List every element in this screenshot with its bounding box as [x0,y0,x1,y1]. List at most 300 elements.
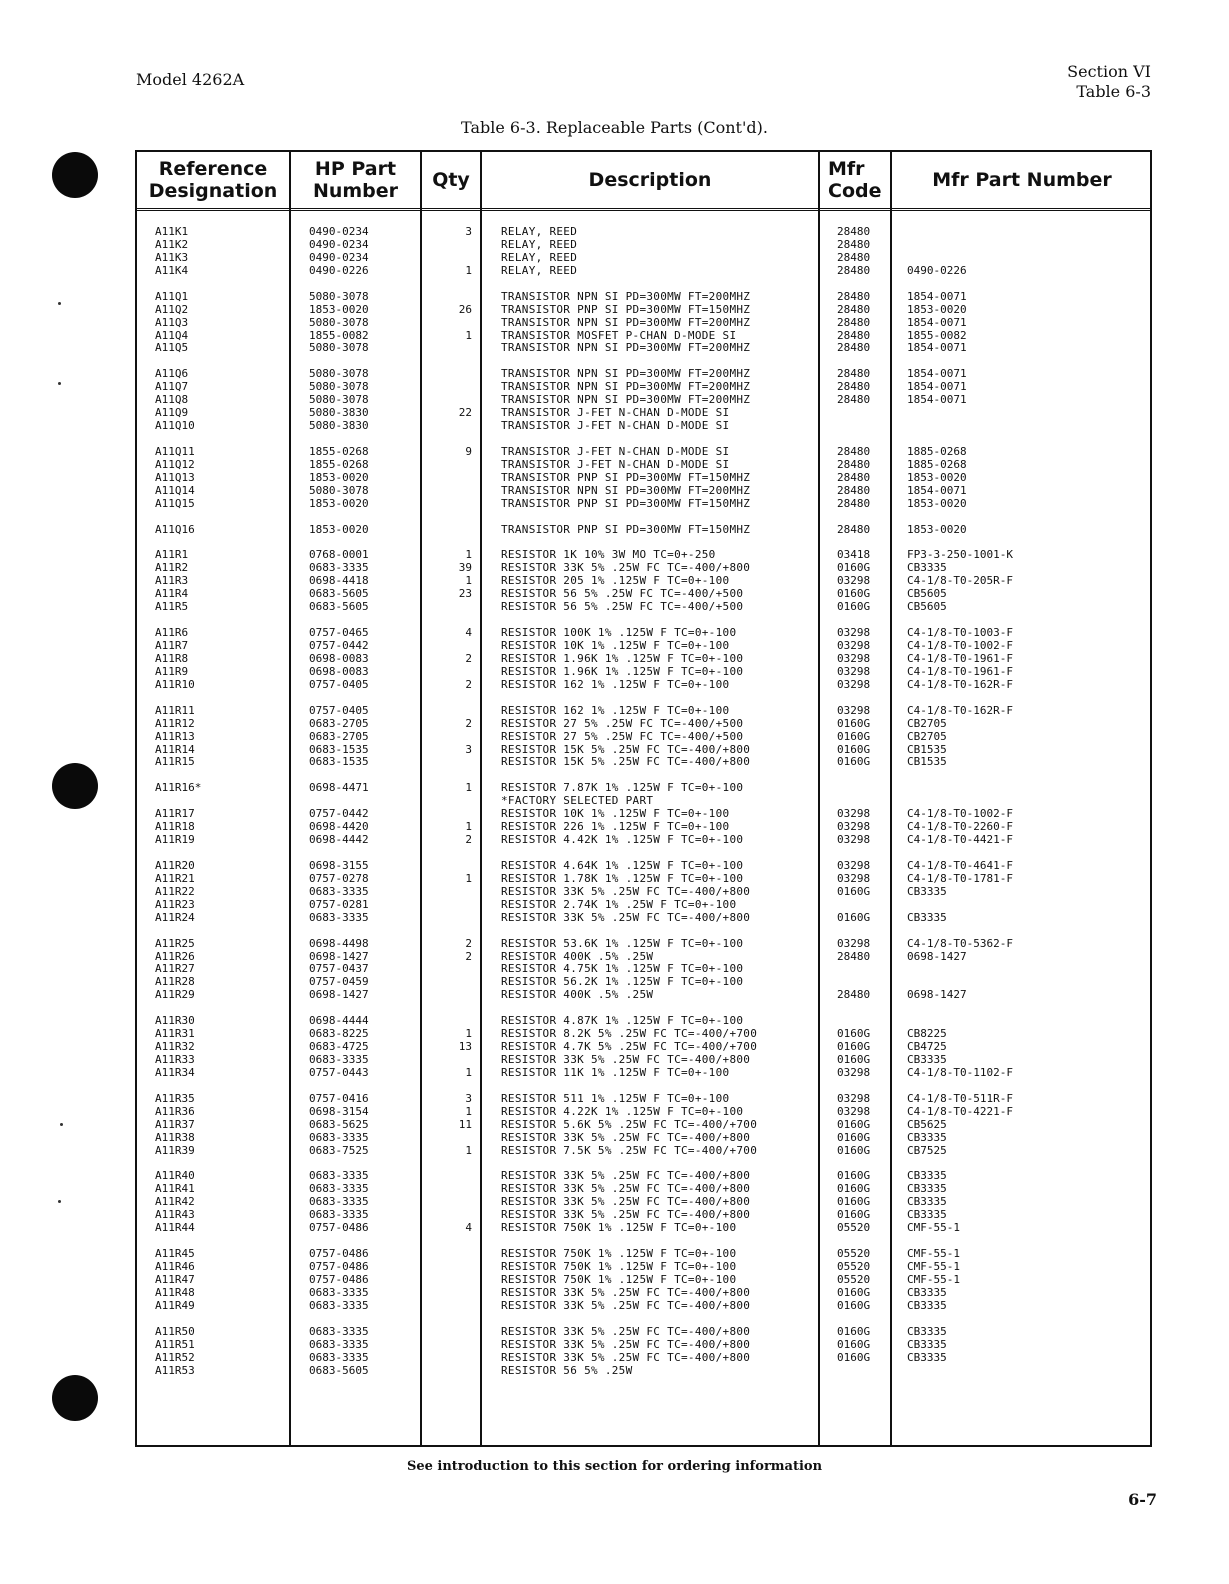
mfr-part-number-cell: CB4725 [907,1040,947,1054]
table-row [137,794,1150,807]
mfr-code-cell: 28480 [837,949,871,963]
scan-speck [58,382,61,385]
reference-designation-cell: A11Q13 [155,470,195,484]
mfr-part-number-cell: C4-1/8-T0-1961-F [907,664,1013,678]
reference-designation-cell: A11R46 [155,1260,195,1273]
row-spacer [137,768,1150,781]
mfr-code-cell: 0160G [837,1285,871,1299]
quantity-cell: 1 [465,1065,472,1079]
table-row [137,1299,1150,1312]
hp-part-number-cell: 0757-0281 [309,897,369,911]
reference-designation-cell: A11Q4 [155,328,189,342]
mfr-code-cell: 0160G [837,1143,871,1157]
hp-part-number-cell: 5080-3078 [309,341,369,355]
table-row [137,988,1150,1001]
reference-designation-cell: A11K1 [155,225,189,238]
description-cell: RESISTOR 162 1% .125W F TC=0+-100 [501,703,730,717]
table-row [137,329,1150,342]
table-row [137,1195,1150,1208]
hp-part-number-cell: 0683-5625 [309,1117,369,1131]
mfr-code-cell: 03298 [837,871,871,885]
table-row [137,820,1150,833]
row-spacer [137,432,1150,445]
mfr-part-number-cell: 1855-0082 [907,328,967,342]
mfr-part-number-cell: CB2705 [907,729,947,743]
scan-speck [60,1123,63,1126]
description-cell: RESISTOR 400K .5% .25W [501,949,654,963]
table-row [137,743,1150,756]
table-row [137,781,1150,794]
description-cell: RESISTOR 56 5% .25W FC TC=-400/+500 [501,600,744,614]
quantity-cell: 1 [465,1027,472,1041]
mfr-code-cell: 28480 [837,250,871,264]
mfr-code-cell: 03298 [837,651,871,665]
table-row [137,497,1150,510]
quantity-cell: 2 [465,936,472,950]
quantity-cell: 1 [465,820,472,834]
description-cell: RESISTOR 33K 5% .25W FC TC=-400/+800 [501,561,751,575]
mfr-code-cell: 05520 [837,1260,871,1273]
mfr-part-number-cell: CB3335 [907,1169,947,1183]
hp-part-number-cell: 1855-0268 [309,444,369,458]
table-body [137,225,1150,1376]
hp-part-number-cell: 0683-1535 [309,742,369,756]
mfr-part-number-cell: C4-1/8-T0-162R-F [907,703,1013,717]
mfr-part-number-cell: C4-1/8-T0-1961-F [907,651,1013,665]
reference-designation-cell: A11R35 [155,1091,195,1105]
description-cell: RESISTOR 511 1% .125W F TC=0+-100 [501,1091,730,1105]
hp-part-number-cell: 0698-4498 [309,936,369,950]
table-row [137,678,1150,691]
hp-part-number-cell: 0490-0234 [309,250,369,264]
mfr-code-cell: 03298 [837,936,871,950]
mfr-part-number-cell: CB3335 [907,1337,947,1351]
row-spacer [137,1001,1150,1014]
mfr-part-number-cell: 1854-0071 [907,367,967,381]
table-row [137,523,1150,536]
table-row [137,1325,1150,1338]
quantity-cell: 3 [465,225,472,238]
quantity-cell: 2 [465,677,472,691]
hp-part-number-cell: 1853-0020 [309,496,369,510]
quantity-cell: 13 [458,1040,472,1054]
description-cell: RESISTOR 2.74K 1% .25W F TC=0+-100 [501,897,737,911]
mfr-code-cell: 03298 [837,703,871,717]
hp-part-number-cell: 0757-0442 [309,639,369,652]
reference-designation-cell: A11R45 [155,1247,195,1261]
table-row [137,885,1150,898]
mfr-code-cell: 28480 [837,444,871,458]
description-cell: RESISTOR 10K 1% .125W F TC=0+-100 [501,807,730,821]
reference-designation-cell: A11R17 [155,807,195,821]
mfr-code-cell: 0160G [837,1208,871,1222]
table-row [137,471,1150,484]
description-cell: RESISTOR 4.64K 1% .125W F TC=0+-100 [501,858,744,872]
hp-part-number-cell: 0698-0083 [309,651,369,665]
row-spacer [137,1234,1150,1247]
hp-part-number-cell: 0683-3335 [309,1169,369,1183]
header-mfr-code: Mfr Code [828,158,882,202]
table-row [137,898,1150,911]
mfr-code-cell: 03418 [837,548,871,562]
mfr-code-cell: 28480 [837,457,871,471]
quantity-cell: 1 [465,871,472,885]
description-cell: RESISTOR 33K 5% .25W FC TC=-400/+800 [501,1350,751,1364]
hp-part-number-cell: 0683-5605 [309,587,369,601]
hp-part-number-cell: 0757-0465 [309,626,369,640]
hp-part-number-cell: 0683-4725 [309,1040,369,1054]
hp-part-number-cell: 0683-2705 [309,716,369,730]
table-row [137,962,1150,975]
reference-designation-cell: A11Q12 [155,457,195,471]
quantity-cell: 11 [458,1117,472,1131]
mfr-code-cell: 28480 [837,470,871,484]
table-row [137,639,1150,652]
quantity-cell: 2 [465,949,472,963]
table-row [137,1273,1150,1286]
table-row [137,859,1150,872]
description-cell: RELAY, REED [501,225,578,238]
description-cell: RESISTOR 400K .5% .25W [501,988,654,1002]
mfr-code-cell: 0160G [837,1324,871,1338]
hp-part-number-cell: 5080-3830 [309,406,369,420]
mfr-code-cell: 0160G [837,561,871,575]
hp-part-number-cell: 0698-0083 [309,664,369,678]
hp-part-number-cell: 0757-0405 [309,677,369,691]
reference-designation-cell: A11R22 [155,884,195,898]
table-row [137,755,1150,768]
mfr-part-number-cell: CB3335 [907,1285,947,1299]
reference-designation-cell: A11Q1 [155,289,189,303]
description-cell: RESISTOR 56 5% .25W FC TC=-400/+500 [501,587,744,601]
hp-part-number-cell: 5080-3830 [309,419,369,433]
reference-designation-cell: A11R50 [155,1324,195,1338]
hp-part-number-cell: 0757-0405 [309,703,369,717]
mfr-part-number-cell: CB5605 [907,600,947,614]
description-cell: RESISTOR 56.2K 1% .125W F TC=0+-100 [501,975,744,989]
section-label: Section VI [1067,62,1151,81]
hp-part-number-cell: 0698-4442 [309,833,369,847]
reference-designation-cell: A11R33 [155,1053,195,1066]
reference-designation-cell: A11R28 [155,975,195,989]
table-row [137,1027,1150,1040]
mfr-code-cell: 28480 [837,496,871,510]
mfr-part-number-cell: 1854-0071 [907,315,967,329]
header-description: Description [588,169,712,191]
mfr-part-number-cell: C4-1/8-T0-4421-F [907,833,1013,847]
hp-part-number-cell: 0757-0486 [309,1221,369,1235]
binder-hole [52,1375,98,1421]
mfr-code-cell: 03298 [837,833,871,847]
mfr-code-cell: 28480 [837,289,871,303]
reference-designation-cell: A11R52 [155,1350,195,1364]
binder-hole [52,763,98,809]
hp-part-number-cell: 0757-0437 [309,962,369,976]
mfr-part-number-cell: C4-1/8-T0-1003-F [907,626,1013,640]
table-row [137,1092,1150,1105]
table-row [137,316,1150,329]
description-cell: RESISTOR 15K 5% .25W FC TC=-400/+800 [501,742,751,756]
mfr-code-cell: 28480 [837,225,871,238]
reference-designation-cell: A11R30 [155,1014,195,1028]
hp-part-number-cell: 0757-0442 [309,807,369,821]
quantity-cell: 1 [465,548,472,562]
hp-part-number-cell: 0683-3335 [309,1350,369,1364]
mfr-code-cell: 28480 [837,263,871,277]
reference-designation-cell: A11R31 [155,1027,195,1041]
mfr-part-number-cell: CB3335 [907,884,947,898]
reference-designation-cell: A11R53 [155,1363,195,1377]
hp-part-number-cell: 0683-3335 [309,1285,369,1299]
row-spacer [137,510,1150,523]
description-cell: *FACTORY SELECTED PART [501,794,654,808]
table-row [137,1247,1150,1260]
hp-part-number-cell: 0683-3335 [309,1182,369,1196]
description-cell: RESISTOR 27 5% .25W FC TC=-400/+500 [501,729,744,743]
reference-designation-cell: A11Q5 [155,341,189,355]
reference-designation-cell: A11R47 [155,1272,195,1286]
mfr-part-number-cell: C4-1/8-T0-5362-F [907,936,1013,950]
description-cell: RESISTOR 11K 1% .125W F TC=0+-100 [501,1065,730,1079]
mfr-part-number-cell: 1885-0268 [907,444,967,458]
mfr-code-cell: 28480 [837,367,871,381]
reference-designation-cell: A11K2 [155,237,189,251]
mfr-part-number-cell: CB3335 [907,561,947,575]
row-spacer [137,613,1150,626]
table-row [137,730,1150,743]
row-spacer [137,924,1150,937]
reference-designation-cell: A11R24 [155,910,195,924]
mfr-code-cell: 03298 [837,820,871,834]
table-row [137,1208,1150,1221]
header-hp-part-number: HP Part Number [312,158,399,202]
reference-designation-cell: A11R25 [155,936,195,950]
row-spacer [137,1079,1150,1092]
description-cell: RESISTOR 33K 5% .25W FC TC=-400/+800 [501,1130,751,1144]
description-cell: RESISTOR 5.6K 5% .25W FC TC=-400/+700 [501,1117,758,1131]
hp-part-number-cell: 0698-4444 [309,1014,369,1028]
table-header [137,152,1150,211]
description-cell: TRANSISTOR NPN SI PD=300MW FT=200MHZ [501,289,751,303]
reference-designation-cell: A11R36 [155,1104,195,1118]
description-cell: RESISTOR 226 1% .125W F TC=0+-100 [501,820,730,834]
description-cell: RESISTOR 33K 5% .25W FC TC=-400/+800 [501,1208,751,1222]
mfr-code-cell: 0160G [837,742,871,756]
mfr-code-cell: 28480 [837,341,871,355]
mfr-part-number-cell: CB5605 [907,587,947,601]
mfr-part-number-cell: C4-1/8-T0-1002-F [907,639,1013,652]
hp-part-number-cell: 0757-0486 [309,1260,369,1273]
mfr-code-cell: 0160G [837,729,871,743]
mfr-part-number-cell: 1885-0268 [907,457,967,471]
hp-part-number-cell: 0683-3335 [309,910,369,924]
hp-part-number-cell: 5080-3078 [309,367,369,381]
mfr-code-cell: 03298 [837,1065,871,1079]
description-cell: TRANSISTOR J-FET N-CHAN D-MODE SI [501,444,730,458]
table-row [137,975,1150,988]
hp-part-number-cell: 1855-0082 [309,328,369,342]
mfr-part-number-cell: C4-1/8-T0-4641-F [907,858,1013,872]
hp-part-number-cell: 5080-3078 [309,315,369,329]
quantity-cell: 1 [465,1104,472,1118]
description-cell: RESISTOR 1.96K 1% .125W F TC=0+-100 [501,664,744,678]
reference-designation-cell: A11R34 [155,1065,195,1079]
reference-designation-cell: A11Q9 [155,406,189,420]
mfr-part-number-cell: CMF-55-1 [907,1221,960,1235]
table-row [137,1182,1150,1195]
quantity-cell: 22 [458,406,472,420]
mfr-part-number-cell: 1854-0071 [907,483,967,497]
mfr-part-number-cell: CMF-55-1 [907,1247,960,1261]
mfr-part-number-cell: C4-1/8-T0-2260-F [907,820,1013,834]
quantity-cell: 4 [465,1221,472,1235]
reference-designation-cell: A11Q6 [155,367,189,381]
mfr-code-cell: 0160G [837,587,871,601]
table-row [137,341,1150,354]
reference-designation-cell: A11R48 [155,1285,195,1299]
hp-part-number-cell: 5080-3078 [309,289,369,303]
row-spacer [137,1157,1150,1170]
description-cell: RESISTOR 4.22K 1% .125W F TC=0+-100 [501,1104,744,1118]
description-cell: TRANSISTOR PNP SI PD=300MW FT=150MHZ [501,302,751,316]
hp-part-number-cell: 0698-4418 [309,574,369,588]
ordering-note: See introduction to this section for ordering information [406,1459,823,1474]
reference-designation-cell: A11Q14 [155,483,195,497]
quantity-cell: 1 [465,263,472,277]
description-cell: RESISTOR 53.6K 1% .125W F TC=0+-100 [501,936,744,950]
description-cell: RELAY, REED [501,263,578,277]
hp-part-number-cell: 1853-0020 [309,470,369,484]
hp-part-number-cell: 1853-0020 [309,522,369,536]
mfr-part-number-cell: CB3335 [907,1195,947,1209]
quantity-cell: 3 [465,1091,472,1105]
reference-designation-cell: A11R14 [155,742,195,756]
reference-designation-cell: A11R40 [155,1169,195,1183]
row-spacer [137,846,1150,859]
reference-designation-cell: A11R13 [155,729,195,743]
mfr-part-number-cell: CB3335 [907,1182,947,1196]
table-row [137,1118,1150,1131]
mfr-code-cell: 03298 [837,677,871,691]
mfr-code-cell: 03298 [837,639,871,652]
description-cell: RESISTOR 33K 5% .25W FC TC=-400/+800 [501,884,751,898]
description-cell: TRANSISTOR J-FET N-CHAN D-MODE SI [501,457,730,471]
model-label: Model 4262A [136,70,245,89]
hp-part-number-cell: 0683-3335 [309,1053,369,1066]
hp-part-number-cell: 0698-1427 [309,949,369,963]
mfr-code-cell: 0160G [837,1027,871,1041]
description-cell: RESISTOR 33K 5% .25W FC TC=-400/+800 [501,1285,751,1299]
table-row [137,717,1150,730]
description-cell: RESISTOR 750K 1% .125W F TC=0+-100 [501,1272,737,1286]
mfr-part-number-cell: CB1535 [907,755,947,769]
quantity-cell: 2 [465,651,472,665]
mfr-code-cell: 0160G [837,755,871,769]
reference-designation-cell: A11R49 [155,1298,195,1312]
quantity-cell: 1 [465,574,472,588]
hp-part-number-cell: 5080-3078 [309,483,369,497]
reference-designation-cell: A11K4 [155,263,189,277]
mfr-code-cell: 28480 [837,237,871,251]
reference-designation-cell: A11R16* [155,781,202,795]
reference-designation-cell: A11R26 [155,949,195,963]
table-row [137,1066,1150,1079]
description-cell: RESISTOR 1.78K 1% .125W F TC=0+-100 [501,871,744,885]
row-spacer [137,536,1150,549]
description-cell: RESISTOR 750K 1% .125W F TC=0+-100 [501,1221,737,1235]
mfr-code-cell: 05520 [837,1221,871,1235]
mfr-code-cell: 0160G [837,600,871,614]
hp-part-number-cell: 5080-3078 [309,393,369,407]
table-row [137,225,1150,238]
scan-speck [58,302,61,305]
reference-designation-cell: A11R12 [155,716,195,730]
hp-part-number-cell: 0683-5605 [309,600,369,614]
description-cell: TRANSISTOR J-FET N-CHAN D-MODE SI [501,419,730,433]
mfr-code-cell: 28480 [837,328,871,342]
hp-part-number-cell: 1855-0268 [309,457,369,471]
table-row [137,1260,1150,1273]
table-row [137,1014,1150,1027]
table-row [137,1338,1150,1351]
table-row [137,406,1150,419]
description-cell: RELAY, REED [501,250,578,264]
table-row [137,1053,1150,1066]
mfr-part-number-cell: C4-1/8-T0-511R-F [907,1091,1013,1105]
description-cell: RESISTOR 100K 1% .125W F TC=0+-100 [501,626,737,640]
row-spacer [137,277,1150,290]
description-cell: TRANSISTOR NPN SI PD=300MW FT=200MHZ [501,315,751,329]
quantity-cell: 9 [465,444,472,458]
hp-part-number-cell: 5080-3078 [309,380,369,394]
hp-part-number-cell: 0757-0416 [309,1091,369,1105]
table-row [137,367,1150,380]
hp-part-number-cell: 0683-3335 [309,1298,369,1312]
description-cell: RESISTOR 1.96K 1% .125W F TC=0+-100 [501,651,744,665]
table-row [137,704,1150,717]
table-row [137,1040,1150,1053]
reference-designation-cell: A11R7 [155,639,189,652]
hp-part-number-cell: 0698-4420 [309,820,369,834]
mfr-part-number-cell: 0698-1427 [907,988,967,1002]
mfr-part-number-cell: 1854-0071 [907,341,967,355]
scan-speck [58,1200,61,1203]
row-spacer [137,691,1150,704]
description-cell: RESISTOR 8.2K 5% .25W FC TC=-400/+700 [501,1027,758,1041]
description-cell: TRANSISTOR MOSFET P-CHAN D-MODE SI [501,328,737,342]
table-row [137,833,1150,846]
mfr-code-cell: 28480 [837,315,871,329]
reference-designation-cell: A11R6 [155,626,189,640]
reference-designation-cell: A11R27 [155,962,195,976]
replaceable-parts-table [135,150,1152,1447]
description-cell: RESISTOR 33K 5% .25W FC TC=-400/+800 [501,1298,751,1312]
mfr-part-number-cell: C4-1/8-T0-1002-F [907,807,1013,821]
hp-part-number-cell: 0683-3335 [309,1337,369,1351]
reference-designation-cell: A11R15 [155,755,195,769]
mfr-part-number-cell: CB3335 [907,1324,947,1338]
mfr-code-cell: 28480 [837,393,871,407]
header-mfr-part-number: Mfr Part Number [932,169,1112,191]
page-number: 6-7 [1128,1490,1157,1509]
reference-designation-cell: A11R43 [155,1208,195,1222]
reference-designation-cell: A11Q15 [155,496,195,510]
hp-part-number-cell: 0757-0486 [309,1247,369,1261]
table-ref-label: Table 6-3 [1076,82,1151,101]
description-cell: RESISTOR 4.87K 1% .125W F TC=0+-100 [501,1014,744,1028]
table-row [137,419,1150,432]
mfr-code-cell: 03298 [837,1091,871,1105]
